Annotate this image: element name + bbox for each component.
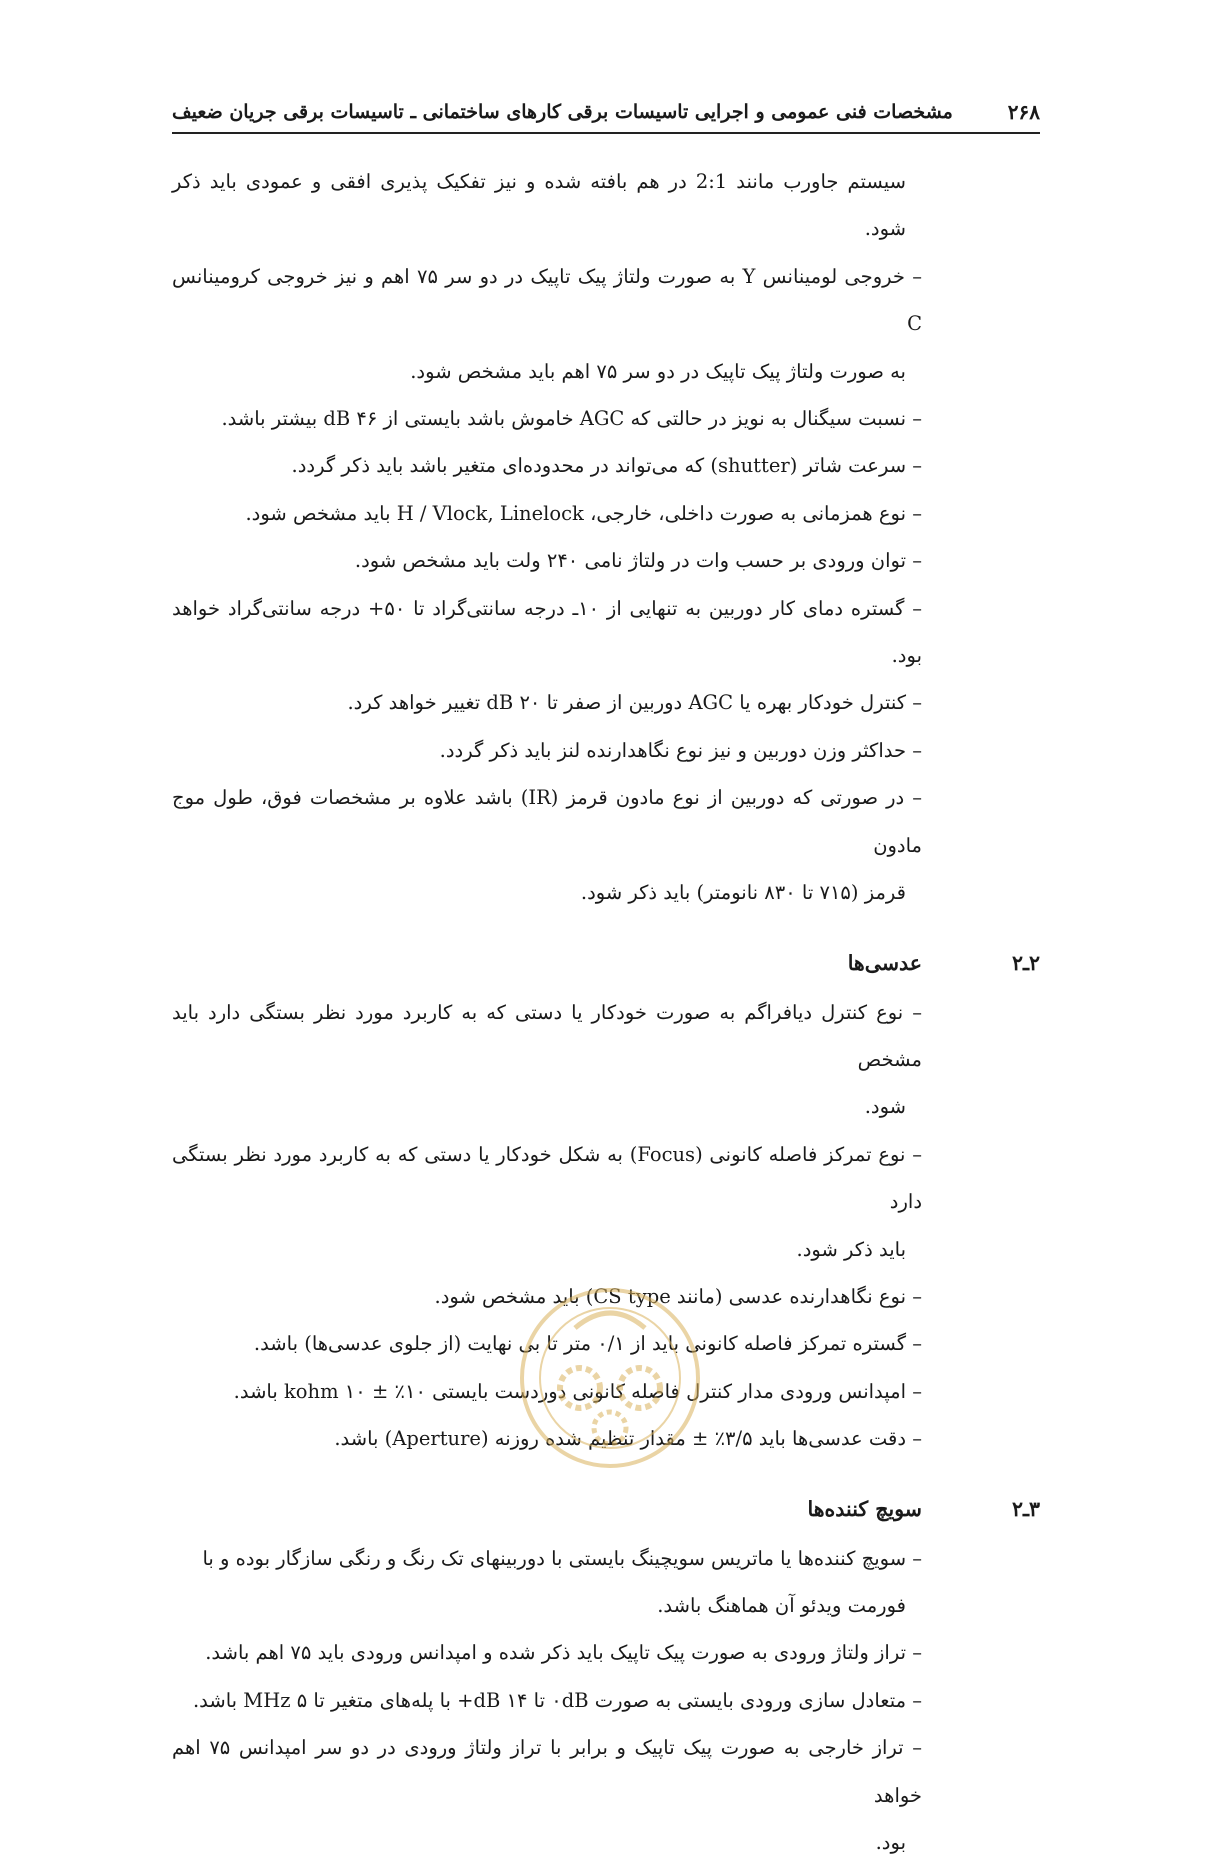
section-title: سویچ کننده‌ها xyxy=(807,1496,922,1521)
bullet-dash: – xyxy=(906,407,922,431)
bullet-dash: – xyxy=(906,691,922,715)
section-heading-switchers xyxy=(172,1485,1040,1533)
bullet-dash: – xyxy=(904,786,922,810)
running-title: مشخصات فنی عمومی و اجرایی تاسیسات برقی کارهای ساختمانی ـ تاسیسات برقی جریان ضعیف xyxy=(172,101,953,123)
list-item-text: سرعت شاتر (shutter) که می‌تواند در محدوده‌ای متغیر باشد باید ذکر گردد. xyxy=(291,454,907,478)
list-item xyxy=(172,490,922,537)
list-item-text: خروجی لومینانس Y به صورت ولتاژ پیک تاپیک در دو سر ۷۵ اهم و نیز خروجی کرومینانس C xyxy=(172,264,922,336)
bullet-dash: – xyxy=(903,1736,923,1760)
list-item-text: نوع کنترل دیافراگم به صورت خودکار یا دستی که به کاربرد مورد نظر بستگی دارد باید مشخص xyxy=(172,1000,922,1071)
bullet-dash: – xyxy=(906,501,922,525)
switcher-spec-list xyxy=(172,1535,922,1866)
list-item-text: نسبت سیگنال به نویز در حالتی که AGC خاموش باشد بایستی از ۴۶ dB بیشتر باشد. xyxy=(221,407,907,431)
list-item xyxy=(172,1368,922,1415)
list-item-continuation: باید ذکر شود. xyxy=(796,1237,906,1261)
page-body xyxy=(172,158,1040,1866)
bullet-dash: – xyxy=(904,264,922,288)
bullet-dash: – xyxy=(906,738,922,762)
list-item xyxy=(172,1629,922,1676)
list-item-text: نوع تمرکز فاصله کانونی (Focus) به شکل خودکار یا دستی که به کاربرد مورد نظر بستگی دارد xyxy=(172,1142,922,1214)
bullet-dash: – xyxy=(906,1641,922,1665)
list-item-text: دقت عدسی‌ها باید ۳/۵٪ ± مقدار تنظیم شده روزنه (Aperture) باشد. xyxy=(334,1427,907,1451)
list-item-text: کنترل خودکار بهره یا AGC دوربین از صفر تا ۲۰ dB تغییر خواهد کرد. xyxy=(347,691,907,715)
lens-spec-list xyxy=(172,989,922,1463)
list-item-text: حداکثر وزن دوربین و نیز نوع نگاهدارنده لنز باید ذکر گردد. xyxy=(439,738,907,762)
list-item-continuation: فورمت ویدئو آن هماهنگ باشد. xyxy=(657,1593,906,1617)
list-item-text: در صورتی که دوربین از نوع مادون قرمز (IR) باشد علاوه بر مشخصات فوق، طول موج مادون xyxy=(172,786,922,857)
list-item-continuation: قرمز (۷۱۵ تا ۸۳۰ نانومتر) باید ذکر شود. xyxy=(580,881,906,905)
list-item xyxy=(172,1677,922,1724)
list-item xyxy=(172,989,922,1084)
bullet-dash: – xyxy=(906,1688,922,1712)
bullet-dash: – xyxy=(906,1284,922,1308)
list-item xyxy=(172,774,922,869)
list-item-text: گستره تمرکز فاصله کانونی باید از ۰/۱ متر تا بی نهایت (از جلوی عدسی‌ها) باشد. xyxy=(253,1332,907,1356)
list-item xyxy=(172,1415,922,1462)
list-item xyxy=(172,442,922,489)
bullet-dash: – xyxy=(903,1000,922,1024)
bullet-dash: – xyxy=(906,1332,922,1356)
section-number: ۳ـ۲ xyxy=(1011,1496,1040,1521)
header-rule xyxy=(172,132,1040,134)
intro-line: سیستم جاورب مانند 2:1 در هم بافته شده و نیز تفکیک پذیری افقی و عمودی باید ذکر شود. xyxy=(172,170,906,241)
list-item-continuation: بود. xyxy=(875,1831,906,1854)
section-number: ۲ـ۲ xyxy=(1011,950,1040,975)
list-item xyxy=(172,1724,922,1819)
list-item-text: سویچ کننده‌ها یا ماتریس سویچینگ بایستی با دوربینهای تک رنگ و رنگی سازگار بوده و با xyxy=(202,1546,907,1570)
bullet-dash: – xyxy=(904,596,922,620)
list-item xyxy=(172,537,922,584)
list-item-text: گستره دمای کار دوربین به تنهایی از ۱۰ـ درجه سانتی‌گراد تا ۵۰+ درجه سانتی‌گراد خواهد بود. xyxy=(172,596,922,668)
list-item-text: امپدانس ورودی مدار کنترل فاصله کانونی دوردست بایستی ۱۰٪ ± kohm ۱۰ باشد. xyxy=(233,1379,907,1403)
list-item-text: تراز خارجی به صورت پیک تاپیک و برابر با تراز ولتاژ ورودی در دو سر امپدانس ۷۵ اهم خواهد xyxy=(172,1736,922,1807)
list-item-continuation: شود. xyxy=(864,1095,906,1119)
list-item-text: متعادل سازی ورودی بایستی به صورت ۰dB تا ۱۴ dB+ با پله‌های متغیر تا ۵ MHz باشد. xyxy=(192,1688,907,1712)
bullet-dash: – xyxy=(906,1427,922,1451)
list-item xyxy=(172,1535,922,1582)
page-header xyxy=(172,96,1040,128)
list-item-continuation: به صورت ولتاژ پیک تاپیک در دو سر ۷۵ اهم باید مشخص شود. xyxy=(410,359,906,383)
list-item xyxy=(172,395,922,442)
camera-spec-list xyxy=(172,253,922,917)
list-item xyxy=(172,679,922,726)
list-item-text: نوع نگاهدارنده عدسی (مانند CS type) باید مشخص شود. xyxy=(434,1284,907,1308)
section-heading-lenses xyxy=(172,939,1040,987)
list-item xyxy=(172,1320,922,1367)
page-number: ۲۶۸ xyxy=(1007,100,1040,124)
list-item xyxy=(172,727,922,774)
bullet-dash: – xyxy=(906,549,922,573)
list-item xyxy=(172,1273,922,1320)
list-item xyxy=(172,253,922,348)
list-item-text: تراز ولتاژ ورودی به صورت پیک تاپیک باید ذکر شده و امپدانس ورودی باید ۷۵ اهم باشد. xyxy=(205,1641,907,1665)
list-item-text: نوع همزمانی به صورت داخلی، خارجی، H / Vlock, Linelock باید مشخص شود. xyxy=(245,501,907,525)
list-item xyxy=(172,1131,922,1226)
bullet-dash: – xyxy=(906,454,922,478)
section-title: عدسی‌ها xyxy=(847,950,922,975)
bullet-dash: – xyxy=(906,1546,922,1570)
list-item xyxy=(172,585,922,680)
bullet-dash: – xyxy=(906,1379,922,1403)
bullet-dash: – xyxy=(905,1142,922,1166)
list-item-text: توان ورودی بر حسب وات در ولتاژ نامی ۲۴۰ ولت باید مشخص شود. xyxy=(354,549,907,573)
